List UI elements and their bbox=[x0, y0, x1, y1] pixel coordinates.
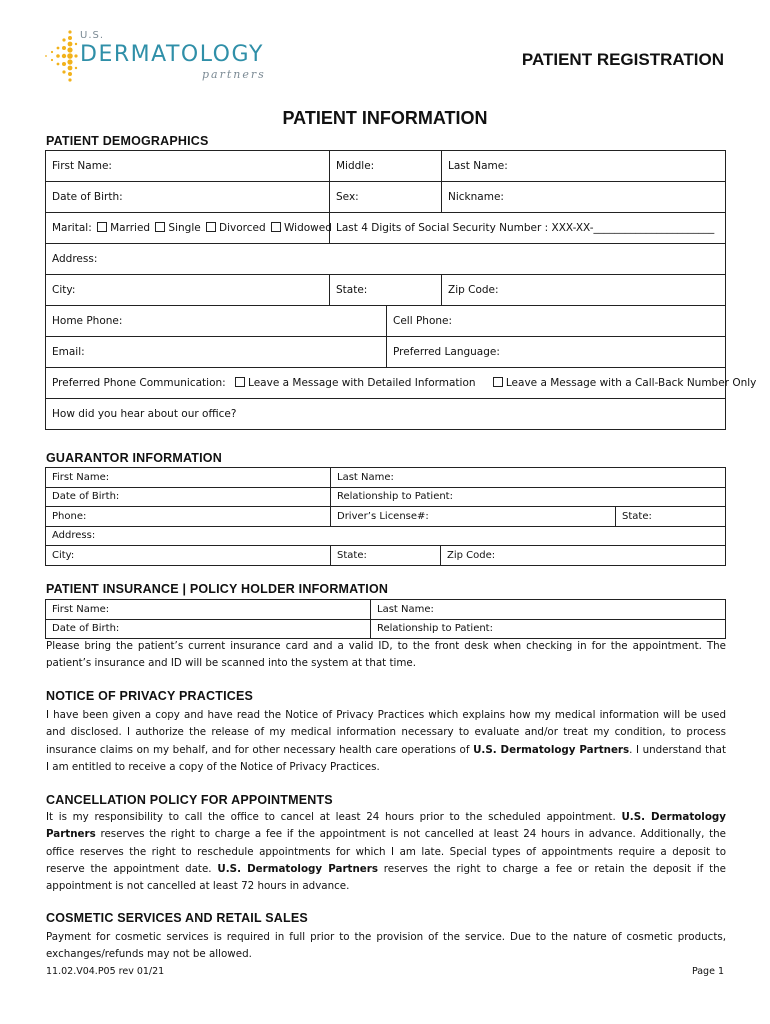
married-checkbox[interactable] bbox=[97, 222, 107, 232]
insurance-note: Please bring the patient’s current insurance card and a valid ID, to the front desk when checking in for the appointment. The patient’s insurance and ID will be scanned into the system at that time. bbox=[46, 640, 726, 670]
policy-holder-dob-field[interactable]: Date of Birth: bbox=[46, 619, 371, 639]
logo-us-text: U.S. bbox=[80, 30, 105, 41]
detailed-message-checkbox[interactable] bbox=[235, 377, 245, 387]
privacy-text: I have been given a copy and have read the Notice of Privacy Practices which explains how my medical information will be used and disclosed. I authorize the release of my medical information necessary to evaluate and/or treat my condition, to process insurance claims on my behalf, and for other necessary health care operations of U.S. Dermatology Partners. I understand that I am entitled to receive a copy of the Notice of Privacy Practices. bbox=[46, 709, 726, 773]
zip-code-field[interactable]: Zip Code: bbox=[442, 275, 726, 306]
preferred-language-field[interactable]: Preferred Language: bbox=[387, 337, 726, 368]
guarantor-zip-field[interactable]: Zip Code: bbox=[441, 546, 726, 566]
guarantor-dob-field[interactable]: Date of Birth: bbox=[46, 487, 331, 507]
divorced-checkbox[interactable] bbox=[206, 222, 216, 232]
referral-source-field[interactable]: How did you hear about our office? bbox=[46, 399, 726, 430]
cell-phone-field[interactable]: Cell Phone: bbox=[387, 306, 726, 337]
privacy-heading: NOTICE OF PRIVACY PRACTICES bbox=[46, 689, 254, 703]
guarantor-state-field[interactable]: State: bbox=[331, 546, 441, 566]
guarantor-relationship-field[interactable]: Relationship to Patient: bbox=[331, 487, 726, 507]
state-field[interactable]: State: bbox=[330, 275, 442, 306]
sunburst-icon bbox=[40, 26, 80, 90]
divorced-label: Divorced bbox=[219, 222, 266, 234]
guarantor-heading: GUARANTOR INFORMATION bbox=[46, 451, 222, 465]
cosmetic-text: Payment for cosmetic services is required in full prior to the provision of the service. Due to the nature of cosmetic products, exchanges/refunds may not be allowed. bbox=[46, 931, 726, 961]
widowed-checkbox[interactable] bbox=[271, 222, 281, 232]
guarantor-license-state-field[interactable]: State: bbox=[616, 507, 726, 527]
policy-holder-first-name-field[interactable]: First Name: bbox=[46, 600, 371, 620]
last-name-field[interactable]: Last Name: bbox=[442, 151, 726, 182]
preferred-phone-label: Preferred Phone Communication: bbox=[52, 377, 226, 389]
widowed-label: Widowed bbox=[284, 222, 332, 234]
document-title: PATIENT REGISTRATION bbox=[521, 50, 724, 69]
guarantor-phone-field[interactable]: Phone: bbox=[46, 507, 331, 527]
first-name-field[interactable]: First Name: bbox=[46, 151, 330, 182]
marital-label: Marital: bbox=[52, 222, 92, 234]
form-version-code: 11.02.V04.P05 rev 01/21 bbox=[46, 966, 165, 977]
date-of-birth-field[interactable]: Date of Birth: bbox=[46, 182, 330, 213]
ssn-field[interactable]: Last 4 Digits of Social Security Number : XXX-XX-_______________________ bbox=[330, 213, 726, 244]
cancellation-text: It is my responsibility to call the office to cancel at least 24 hours prior to the scheduled appointment. U.S. Dermatology Partners reserves the right to charge a fee if the appointment is not cancelled at least 24 hours in advance. Additionally, the office reserves the right to reschedule appointments for which I am late. Special types of appointments require a deposit to reserve the appointment date. U.S. Dermatology Partners reserves the right to charge a fee or retain the deposit if the appointment is not cancelled at least 72 hours in advance. bbox=[46, 811, 726, 893]
email-field[interactable]: Email: bbox=[46, 337, 387, 368]
middle-name-field[interactable]: Middle: bbox=[330, 151, 442, 182]
company-logo bbox=[40, 26, 280, 90]
single-label: Single bbox=[168, 222, 201, 234]
insurance-table bbox=[45, 599, 726, 639]
city-field[interactable]: City: bbox=[46, 275, 330, 306]
guarantor-table bbox=[45, 467, 726, 566]
home-phone-field[interactable]: Home Phone: bbox=[46, 306, 387, 337]
detailed-message-label: Leave a Message with Detailed Information bbox=[248, 377, 476, 389]
single-checkbox[interactable] bbox=[155, 222, 165, 232]
demographics-heading: PATIENT DEMOGRAPHICS bbox=[46, 134, 209, 148]
demographics-table bbox=[45, 150, 757, 430]
callback-message-checkbox[interactable] bbox=[493, 377, 503, 387]
policy-holder-last-name-field[interactable]: Last Name: bbox=[371, 600, 726, 620]
guarantor-license-field[interactable]: Driver’s License#: bbox=[331, 507, 616, 527]
logo-dermatology-text: DERMATOLOGY bbox=[80, 42, 264, 67]
address-field[interactable]: Address: bbox=[46, 244, 726, 275]
logo-partners-text: partners bbox=[202, 68, 266, 81]
policy-holder-relationship-field[interactable]: Relationship to Patient: bbox=[371, 619, 726, 639]
sex-field[interactable]: Sex: bbox=[330, 182, 442, 213]
nickname-field[interactable]: Nickname: bbox=[442, 182, 726, 213]
married-label: Married bbox=[110, 222, 151, 234]
guarantor-city-field[interactable]: City: bbox=[46, 546, 331, 566]
preferred-phone-field bbox=[46, 368, 757, 399]
guarantor-address-field[interactable]: Address: bbox=[46, 526, 726, 546]
callback-message-label: Leave a Message with a Call-Back Number Only bbox=[505, 377, 757, 389]
page-number: Page 1 bbox=[691, 966, 724, 977]
cosmetic-heading: COSMETIC SERVICES AND RETAIL SALES bbox=[46, 911, 308, 925]
cancellation-heading: CANCELLATION POLICY FOR APPOINTMENTS bbox=[46, 793, 333, 807]
insurance-heading: PATIENT INSURANCE | POLICY HOLDER INFORMATION bbox=[46, 582, 389, 596]
marital-status-field bbox=[46, 213, 330, 244]
guarantor-first-name-field[interactable]: First Name: bbox=[46, 468, 331, 488]
guarantor-last-name-field[interactable]: Last Name: bbox=[331, 468, 726, 488]
section-title: PATIENT INFORMATION bbox=[282, 108, 488, 128]
